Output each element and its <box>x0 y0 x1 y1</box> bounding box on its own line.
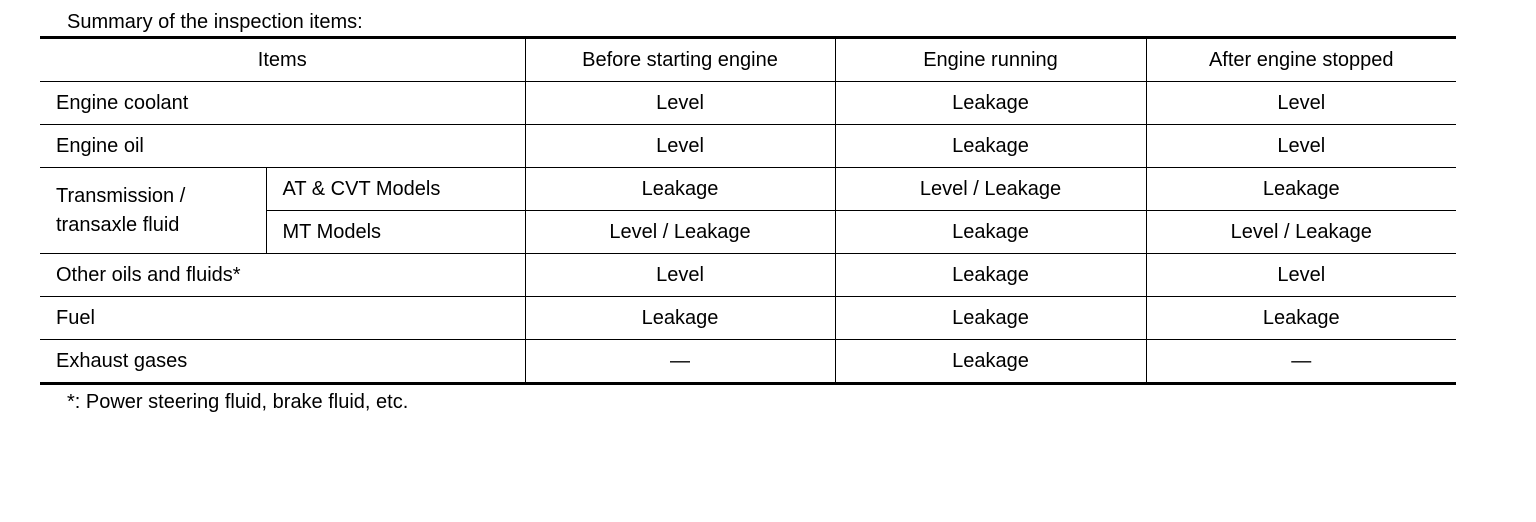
cell-after: Level / Leakage <box>1146 211 1456 254</box>
cell-before: — <box>525 340 835 384</box>
table-row-transmission-at-cvt <box>40 168 1456 211</box>
cell-running: Level / Leakage <box>835 168 1146 211</box>
sub-row-label: MT Models <box>266 211 525 254</box>
cell-running: Leakage <box>835 82 1146 125</box>
cell-before: Level <box>525 125 835 168</box>
table-row-engine-coolant <box>40 82 1456 125</box>
table-footnote: *: Power steering fluid, brake fluid, etc. <box>67 391 409 413</box>
cell-after: Leakage <box>1146 297 1456 340</box>
cell-running: Leakage <box>835 211 1146 254</box>
cell-running: Leakage <box>835 297 1146 340</box>
header-before-starting-engine: Before starting engine <box>525 38 835 82</box>
cell-after: — <box>1146 340 1456 384</box>
table-caption: Summary of the inspection items: <box>67 11 363 33</box>
cell-after: Level <box>1146 125 1456 168</box>
row-label: Fuel <box>40 297 525 340</box>
header-after-engine-stopped: After engine stopped <box>1146 38 1456 82</box>
table-row-other-oils-fluids <box>40 254 1456 297</box>
cell-before: Level <box>525 254 835 297</box>
table-header-row <box>40 38 1456 82</box>
row-label: Engine coolant <box>40 82 525 125</box>
row-label: Engine oil <box>40 125 525 168</box>
sub-row-label: AT & CVT Models <box>266 168 525 211</box>
cell-before: Level / Leakage <box>525 211 835 254</box>
cell-before: Leakage <box>525 168 835 211</box>
table-row-engine-oil <box>40 125 1456 168</box>
header-items: Items <box>40 38 525 82</box>
row-label-transmission <box>40 168 266 254</box>
cell-after: Level <box>1146 82 1456 125</box>
cell-before: Leakage <box>525 297 835 340</box>
cell-before: Level <box>525 82 835 125</box>
cell-running: Leakage <box>835 125 1146 168</box>
table-row-fuel <box>40 297 1456 340</box>
cell-running: Leakage <box>835 254 1146 297</box>
transmission-label-line1: Transmission / <box>56 184 186 207</box>
table-row-exhaust-gases <box>40 340 1456 384</box>
cell-running: Leakage <box>835 340 1146 384</box>
cell-after: Level <box>1146 254 1456 297</box>
transmission-label-line2: transaxle fluid <box>56 213 180 236</box>
cell-after: Leakage <box>1146 168 1456 211</box>
inspection-summary-table <box>40 36 1456 385</box>
row-label: Exhaust gases <box>40 340 525 384</box>
row-label: Other oils and fluids* <box>40 254 525 297</box>
header-engine-running: Engine running <box>835 38 1146 82</box>
